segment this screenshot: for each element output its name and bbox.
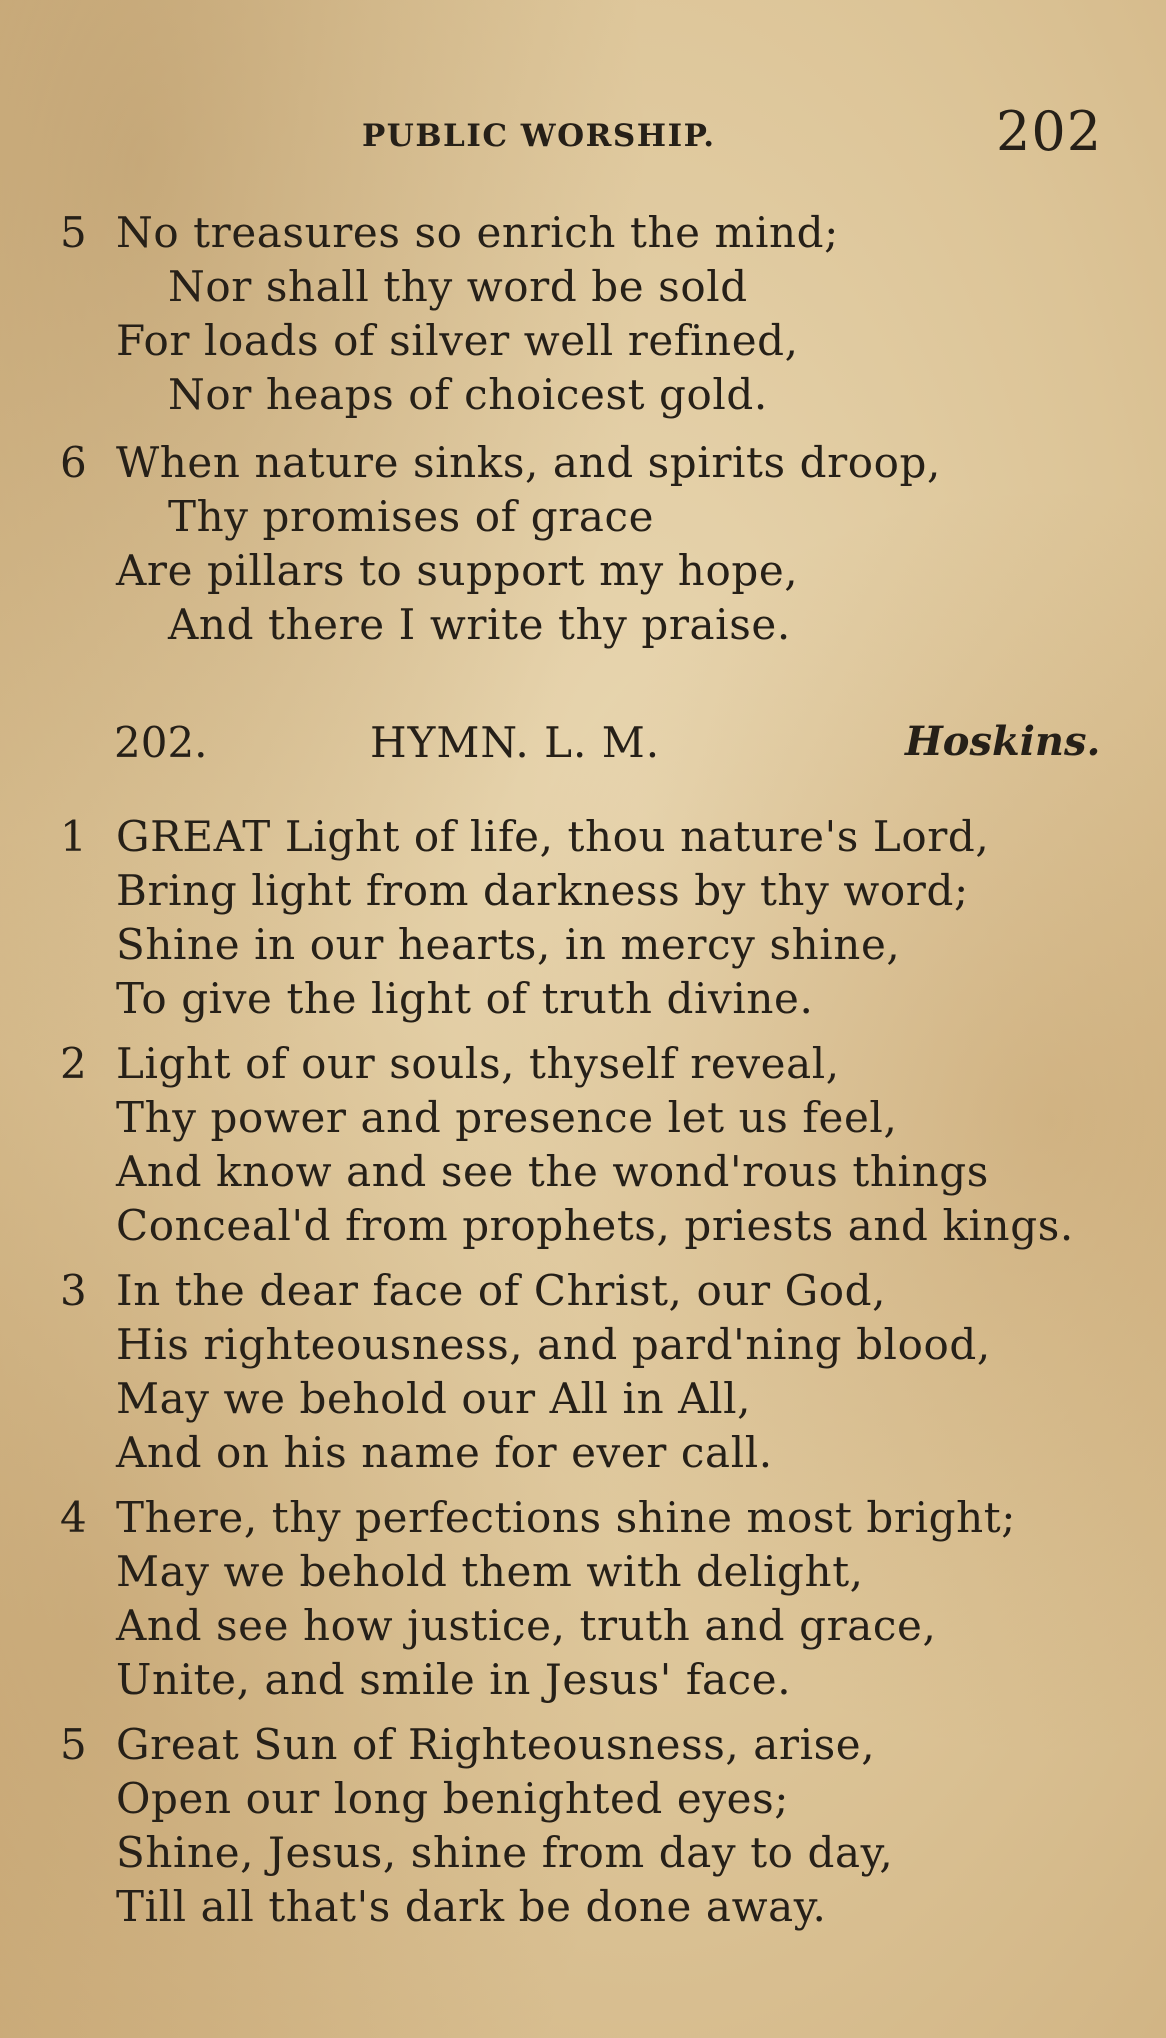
stanza-number: 6 [60, 438, 87, 487]
hymn-heading [0, 718, 1166, 774]
stanza-number: 1 [60, 812, 87, 861]
verse-line: Nor shall thy word be sold [168, 262, 748, 311]
verse-line: Thy promises of grace [168, 492, 655, 541]
verse-line: GREAT Light of life, thou nature's Lord, [116, 812, 990, 861]
verse-line: Unite, and smile in Jesus' face. [116, 1655, 792, 1704]
verse-line: In the dear face of Christ, our God, [116, 1266, 887, 1315]
verse-line: There, thy perfections shine most bright; [116, 1493, 1016, 1542]
hymn-author: Hoskins. [905, 718, 1101, 765]
verse-line: May we behold our All in All, [116, 1374, 752, 1423]
hymn-title: HYMN. L. M. [370, 718, 661, 767]
verse-line: To give the light of truth divine. [116, 974, 814, 1023]
verse-line: Open our long benighted eyes; [116, 1774, 790, 1823]
stanza-number: 2 [60, 1039, 87, 1088]
verse-line: His righteousness, and pard'ning blood, [116, 1320, 991, 1369]
verse-line: Shine, Jesus, shine from day to day, [116, 1828, 894, 1877]
verse-line: When nature sinks, and spirits droop, [116, 438, 941, 487]
stanza-number: 5 [60, 1720, 87, 1769]
verse-line: Thy power and presence let us feel, [116, 1093, 898, 1142]
verse-line: And there I write thy praise. [168, 600, 791, 649]
verse-line: May we behold them with delight, [116, 1547, 864, 1596]
page-number: 202 [996, 100, 1103, 163]
verse-line: Bring light from darkness by thy word; [116, 866, 969, 915]
page-header [0, 100, 1166, 163]
verse-line: And know and see the wond'rous things [116, 1147, 989, 1196]
verse-line: Shine in our hearts, in mercy shine, [116, 920, 901, 969]
verse-line: Till all that's dark be done away. [116, 1882, 827, 1931]
stanza-number: 3 [60, 1266, 87, 1315]
running-title: PUBLIC WORSHIP. [362, 118, 716, 154]
verse-line: Conceal'd from prophets, priests and kings. [116, 1201, 1074, 1250]
verse-line: No treasures so enrich the mind; [116, 208, 839, 257]
hymn-number: 202. [114, 718, 208, 767]
verse-line: And on his name for ever call. [116, 1428, 773, 1477]
verse-line: And see how justice, truth and grace, [116, 1601, 937, 1650]
verse-line: Are pillars to support my hope, [116, 546, 799, 595]
verse-line: Nor heaps of choicest gold. [168, 370, 768, 419]
verse-line: For loads of silver well refined, [116, 316, 799, 365]
stanza-number: 4 [60, 1493, 87, 1542]
stanza-number: 5 [60, 208, 87, 257]
verse-line: Great Sun of Righteousness, arise, [116, 1720, 876, 1769]
verse-line: Light of our souls, thyself reveal, [116, 1039, 840, 1088]
